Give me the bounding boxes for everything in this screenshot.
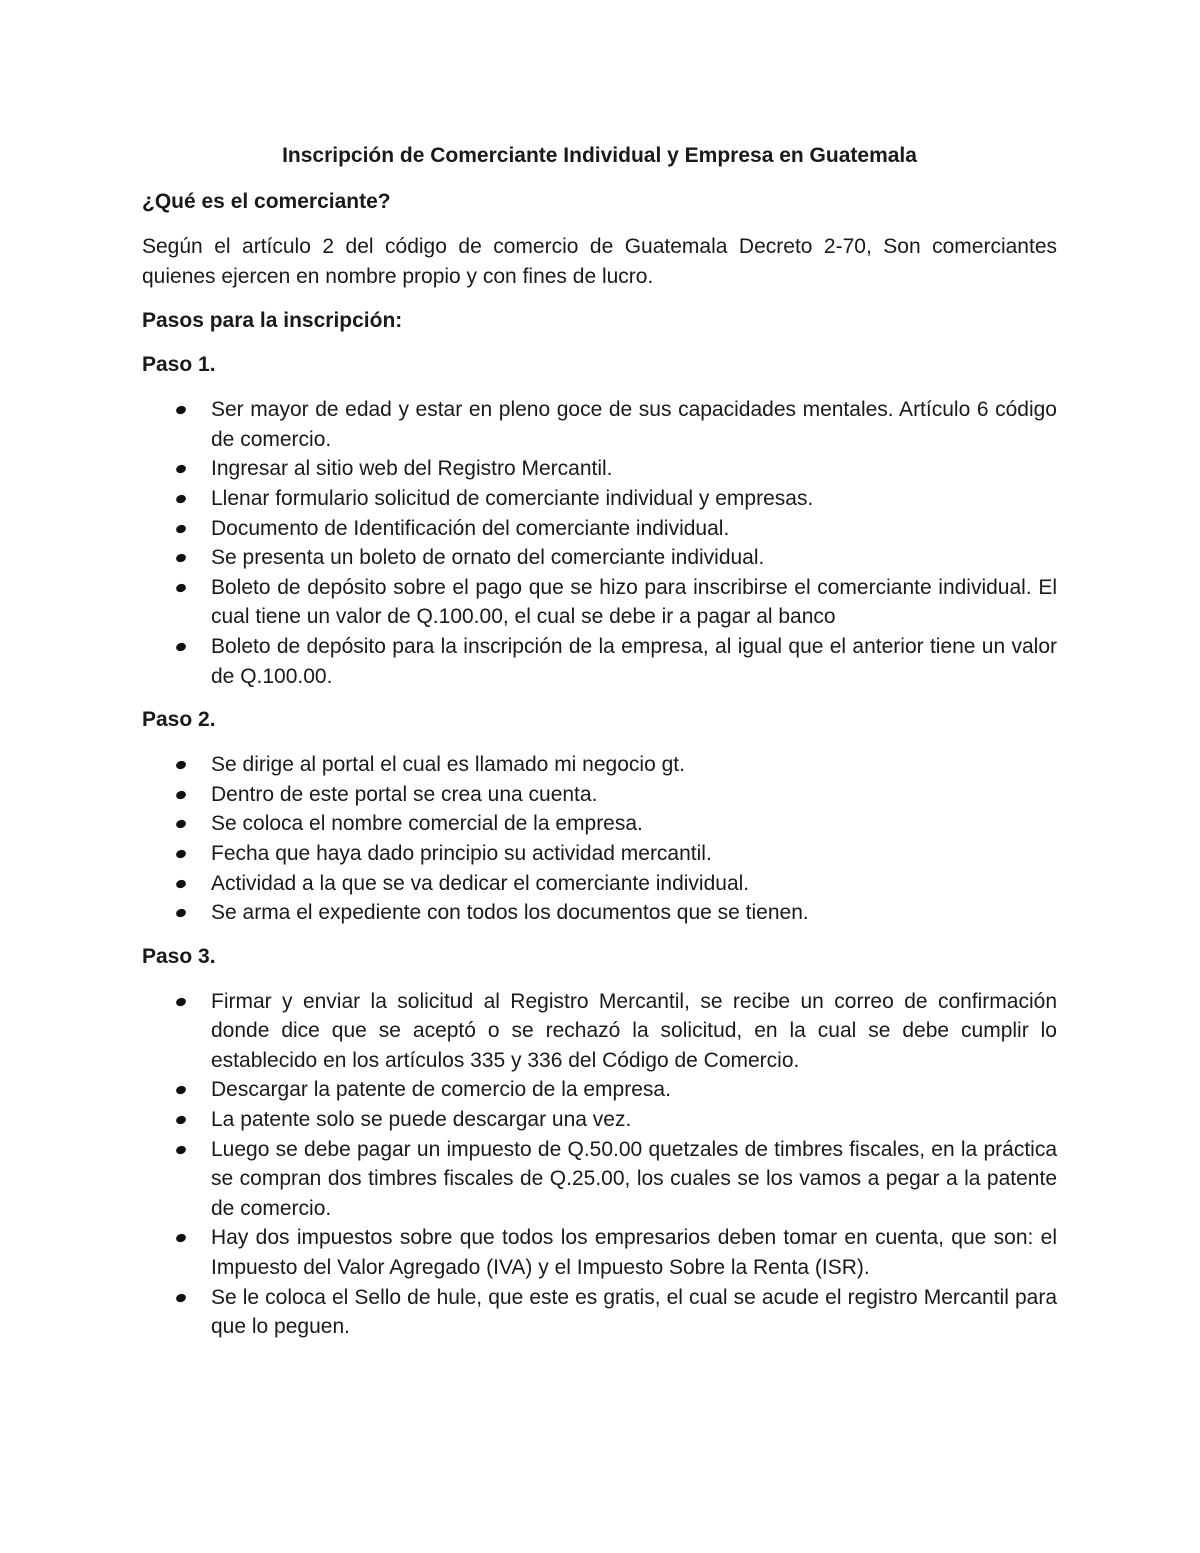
spacer — [142, 335, 1057, 351]
spacer — [142, 928, 1057, 943]
list-item-text: Boleto de depósito para la inscripción de la empresa, al igual que el anterior tiene un valor de Q.100.00. — [211, 634, 1057, 688]
list-item-text: Se le coloca el Sello de hule, que este es gratis, el cual se acude el registro Mercantil para que lo peguen. — [211, 1285, 1057, 1339]
bullet-icon — [175, 1292, 187, 1303]
list-item — [142, 484, 1057, 514]
list-item — [142, 543, 1057, 573]
bullet-icon — [175, 1233, 187, 1244]
bullet-icon — [175, 819, 187, 830]
list-item — [142, 809, 1057, 839]
bullet-icon — [175, 641, 187, 652]
list-item-text: Firmar y enviar la solicitud al Registro Mercantil, se recibe un correo de confirmación donde dice que se aceptó o se rechazó la solicitud, en la cual se debe cumplir lo establecido en los artículos 335 y 336 del Código de Comercio. — [211, 989, 1057, 1072]
bullet-icon — [175, 996, 187, 1007]
definition-paragraph: Según el artículo 2 del código de comercio de Guatemala Decreto 2-70, Son comerciantes quienes ejercen en nombre propio y con fines de lucro. — [142, 235, 1057, 288]
list-item — [142, 1105, 1057, 1135]
bullet-icon — [175, 1144, 187, 1155]
list-item-text: Fecha que haya dado principio su actividad mercantil. — [211, 841, 712, 865]
step-1-heading: Paso 1. — [142, 353, 216, 377]
list-item-text: La patente solo se puede descargar una vez. — [211, 1108, 632, 1132]
step-2-list — [142, 750, 1057, 928]
document-title: Inscripción de Comerciante Individual y Empresa en Guatemala — [282, 144, 917, 167]
list-item-text: Dentro de este portal se crea una cuenta. — [211, 782, 598, 806]
list-item — [142, 1223, 1057, 1282]
list-item — [142, 395, 1057, 454]
spacer — [142, 216, 1057, 232]
bullet-icon — [175, 789, 187, 800]
step-2-heading: Paso 2. — [142, 708, 216, 732]
list-item — [142, 780, 1057, 810]
spacer — [142, 291, 1057, 307]
list-item — [142, 454, 1057, 484]
bullet-icon — [175, 908, 187, 919]
list-item — [142, 1075, 1057, 1105]
list-item-text: Descargar la patente de comercio de la empresa. — [211, 1078, 671, 1102]
list-item — [142, 514, 1057, 544]
list-item-text: Actividad a la que se va dedicar el comerciante individual. — [211, 871, 750, 895]
list-item — [142, 1283, 1057, 1342]
list-item — [142, 839, 1057, 869]
list-item-text: Se arma el expediente con todos los documentos que se tienen. — [211, 901, 809, 925]
list-item-text: Se coloca el nombre comercial de la empresa. — [211, 812, 643, 836]
list-item-text: Documento de Identificación del comerciante individual. — [211, 516, 730, 540]
bullet-icon — [175, 523, 187, 534]
list-item — [142, 632, 1057, 691]
list-item-text: Ser mayor de edad y estar en pleno goce de sus capacidades mentales. Artículo 6 código de comercio. — [211, 398, 1057, 451]
list-item-text: Luego se debe pagar un impuesto de Q.50.00 quetzales de timbres fiscales, en la práctica se compran dos timbres fiscales de Q.25.00, los cuales se los vamos a pegar a la patente de comercio. — [211, 1137, 1057, 1220]
bullet-icon — [175, 553, 187, 564]
bullet-icon — [175, 878, 187, 889]
list-item-text: Se dirige al portal el cual es llamado mi negocio gt. — [211, 753, 685, 777]
bullet-icon — [175, 848, 187, 859]
step-1-list — [142, 395, 1057, 691]
bullet-icon — [175, 1115, 187, 1126]
spacer — [142, 734, 1057, 750]
list-item-text: Llenar formulario solicitud de comerciante individual y empresas. — [211, 486, 814, 510]
spacer — [142, 691, 1057, 706]
list-item-text: Ingresar al sitio web del Registro Mercantil. — [211, 457, 613, 481]
bullet-icon — [175, 760, 187, 771]
list-item — [142, 898, 1057, 928]
list-item — [142, 869, 1057, 899]
question-heading: ¿Qué es el comerciante? — [142, 190, 391, 213]
list-item — [142, 1135, 1057, 1224]
list-item-text: Se presenta un boleto de ornato del comerciante individual. — [211, 546, 765, 570]
list-item — [142, 750, 1057, 780]
bullet-icon — [175, 582, 187, 593]
bullet-icon — [175, 493, 187, 504]
list-item — [142, 987, 1057, 1076]
bullet-icon — [175, 405, 187, 416]
spacer — [142, 379, 1057, 395]
bullet-icon — [175, 464, 187, 475]
bullet-icon — [175, 1085, 187, 1096]
list-item-text: Hay dos impuestos sobre que todos los empresarios deben tomar en cuenta, que son: el Impuesto del Valor Agregado (IVA) y el Impuesto Sobre la Renta (ISR). — [211, 1226, 1057, 1280]
step-3-list — [142, 987, 1057, 1342]
list-item — [142, 573, 1057, 632]
spacer — [142, 971, 1057, 987]
step-3-heading: Paso 3. — [142, 944, 216, 968]
list-item-text: Boleto de depósito sobre el pago que se hizo para inscribirse el comerciante individual. El cual tiene un valor de Q.100.00, el cual se debe ir a pagar al banco — [211, 575, 1057, 629]
steps-heading: Pasos para la inscripción: — [142, 309, 403, 333]
